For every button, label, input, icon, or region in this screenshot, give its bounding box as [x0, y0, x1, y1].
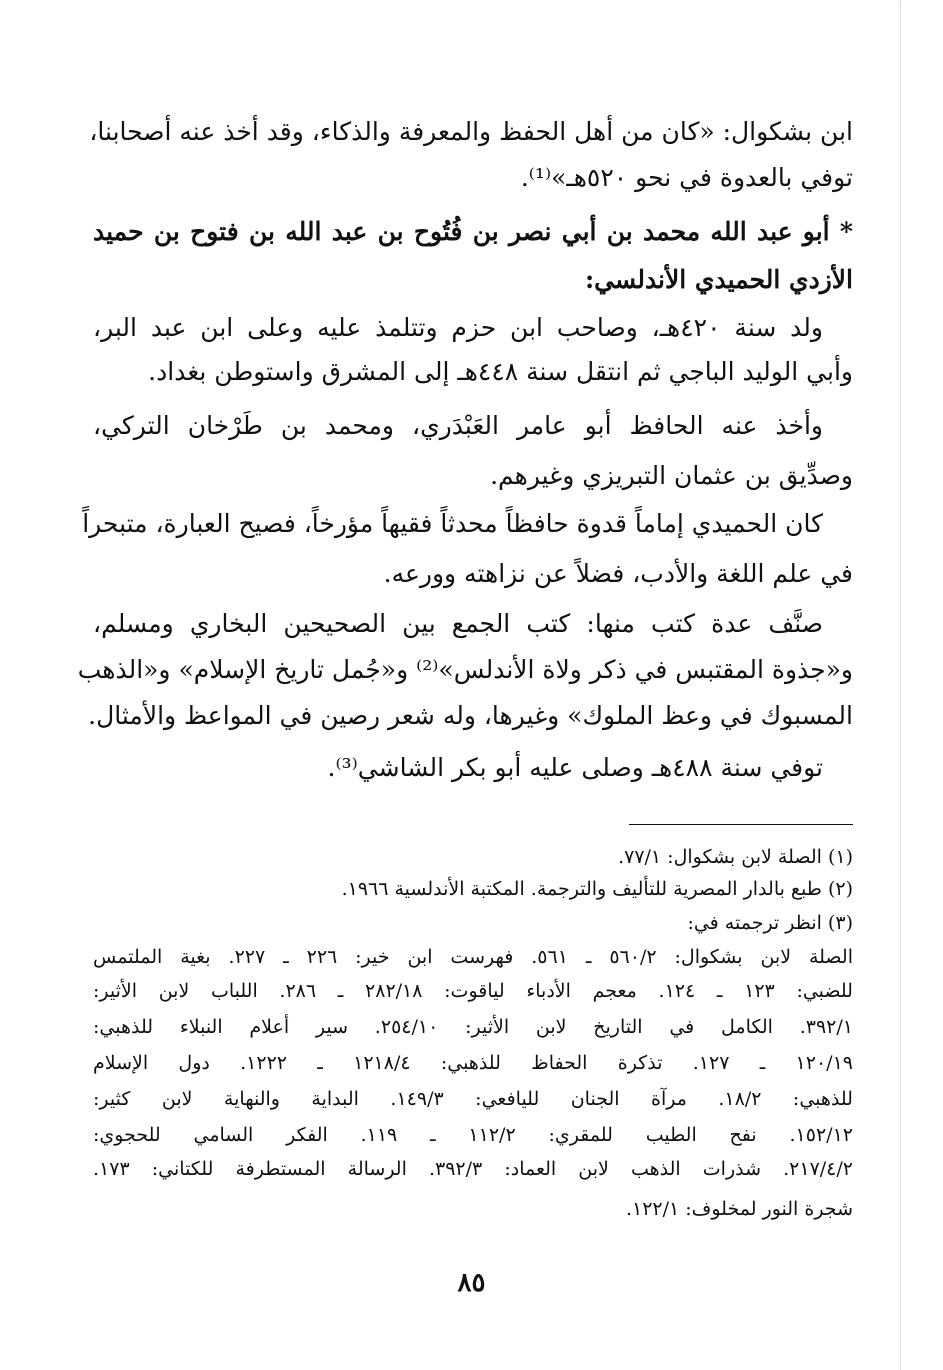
- footnote-line: ٣٩٢/١. الكامل في التاريخ لابن الأثير: ٢٥٤/١٠. سير أعلام النبلاء للذهبي:: [93, 1016, 853, 1038]
- footnote-separator: [629, 824, 853, 825]
- biography-heading: الأزدي الحميدي الأندلسي:: [584, 265, 853, 294]
- text-line: توفي سنة ٤٨٨هـ وصلى عليه أبو بكر الشاشي⁽³⁾.: [327, 753, 823, 782]
- footnote-line: للذهبي: ١٨/٢. مرآة الجنان لليافعي: ١٤٩/٣. البداية والنهاية لابن كثير:: [93, 1088, 853, 1110]
- footnote-line: شجرة النور لمخلوف: ١٢٢/١.: [625, 1198, 853, 1220]
- footnote-line: للضبي: ١٢٣ ـ ١٢٤. معجم الأدباء لياقوت: ٢٨٢/١٨ ـ ٢٨٦. اللباب لابن الأثير:: [93, 980, 853, 1002]
- text-line: و«جذوة المقتبس في ذكر ولاة الأندلس»⁽²⁾ و«جُمل تاريخ الإسلام» و«الذهب: [77, 655, 853, 684]
- text-line: ابن بشكوال: «كان من أهل الحفظ والمعرفة والذكاء، وقد أخذ عنه أصحابنا،: [89, 117, 853, 146]
- text-line: صنَّف عدة كتب منها: كتب الجمع بين الصحيحين البخاري ومسلم،: [93, 609, 823, 638]
- text-line: وصدِّيق بن عثمان التبريزي وغيرهم.: [490, 461, 853, 490]
- text-line: ولد سنة ٤٢٠هـ، وصاحب ابن حزم وتتلمذ عليه وعلى ابن عبد البر،: [93, 313, 823, 342]
- text-line: المسبوك في وعظ الملوك» وغيرها، وله شعر رصين في المواعظ والأمثال.: [88, 701, 853, 730]
- footnote-line: ١٢٠/١٩ ـ ١٢٧. تذكرة الحفاظ للذهبي: ١٢١٨/٤ ـ ١٢٢٢. دول الإسلام: [93, 1052, 853, 1074]
- text-line: وأبي الوليد الباجي ثم انتقل سنة ٤٤٨هـ إلى المشرق واستوطن بغداد.: [148, 357, 853, 386]
- text-line: كان الحميدي إماماً قدوة حافظاً محدثاً فقيهاً مؤرخاً، فصيح العبارة، متبحراً: [82, 509, 823, 538]
- footnote: (٢) طبع بالدار المصرية للتأليف والترجمة. المكتبة الأندلسية ١٩٦٦.: [341, 878, 853, 900]
- footnote: (٣) انظر ترجمته في:: [687, 912, 853, 934]
- footnote-line: الصلة لابن بشكوال: ٥٦٠/٢ ـ ٥٦١. فهرست ابن خير: ٢٢٦ ـ ٢٢٧. بغية الملتمس: [93, 946, 853, 968]
- footnote-line: ١٥٢/١٢. نفح الطيب للمقري: ١١٢/٢ ـ ١١٩. الفكر السامي للحجوي:: [93, 1124, 853, 1146]
- biography-heading: * أبو عبد الله محمد بن أبي نصر بن فُتُوح بن عبد الله بن فتوح بن حميد: [93, 217, 853, 246]
- footnote: (١) الصلة لابن بشكوال: ٧٧/١.: [618, 846, 853, 868]
- text-line: توفي بالعدوة في نحو ٥٢٠هـ»⁽¹⁾.: [520, 163, 853, 192]
- footnote-line: ٢١٧/٤/٢. شذرات الذهب لابن العماد: ٣٩٢/٣. الرسالة المستطرفة للكتاني: ١٧٣.: [93, 1158, 853, 1180]
- page-edge-dots: [900, 0, 901, 1370]
- page-number: ٨٥: [457, 1268, 486, 1298]
- text-line: في علم اللغة والأدب، فضلاً عن نزاهته وورعه.: [383, 559, 853, 588]
- text-line: وأخذ عنه الحافظ أبو عامر العَبْدَري، ومحمد بن طَرْخان التركي،: [93, 411, 823, 440]
